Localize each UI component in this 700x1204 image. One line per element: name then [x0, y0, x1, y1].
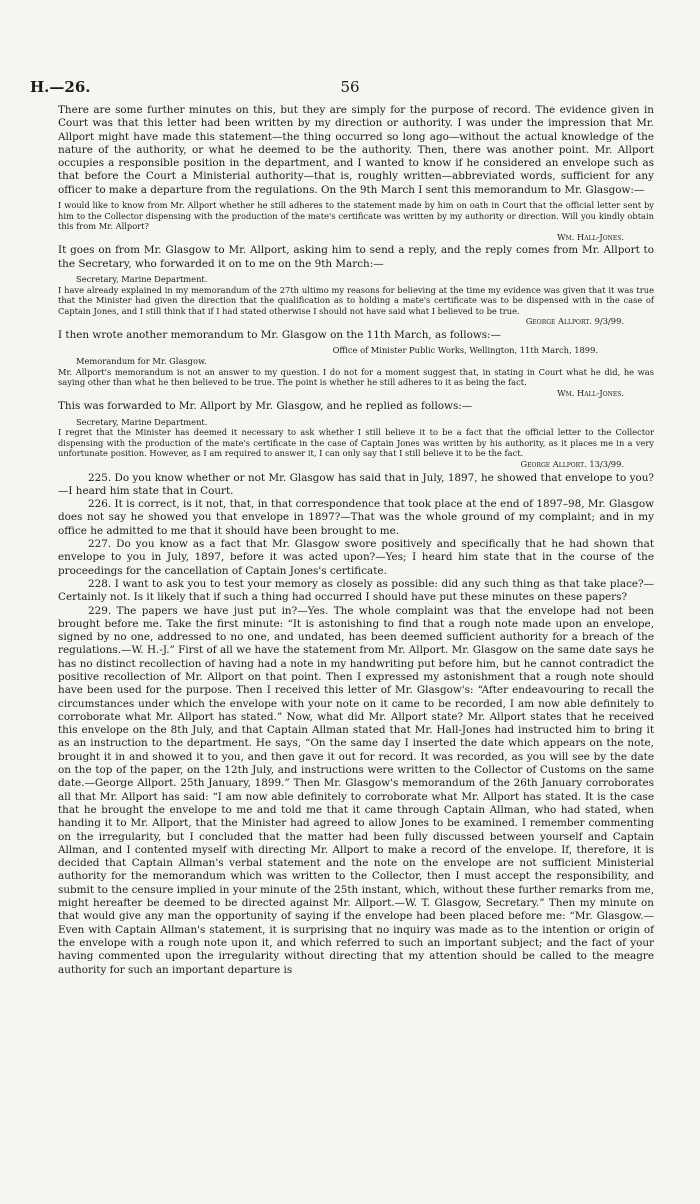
- memo-3-text: Mr. Allport's memorandum is not an answer to my question. I do not for a moment suggest that, in stating in Court what he did, he was saying other than what he then believed to be true. The point is whether he still adheres to it as being the fact.: [58, 366, 654, 388]
- page-body: [58, 104, 654, 977]
- question-227: 227. Do you know as a fact that Mr. Glasgow swore positively and specifically that he had shown that envelope to you in July, 1897, before it was acted upon?—Yes; I heard him state that in the course of the proceedings for the cancellation of Captain Jones's certificate.: [58, 538, 654, 577]
- paragraph-4: This was forwarded to Mr. Allport by Mr. Glasgow, and he replied as follows:—: [58, 400, 473, 413]
- question-225: 225. Do you know whether or not Mr. Glasgow has said that in July, 1897, he showed that envelope to you?—I heard him state that in Court.: [58, 471, 654, 497]
- memo-3-signature: Wm. Hall-Jones.: [557, 387, 624, 398]
- question-228: 228. I want to ask you to test your memory as closely as possible: did any such thing as that take place?—Certainly not. Is it likely that if such a thing had occurred I should have put these minutes on these papers?: [58, 577, 654, 604]
- page-number: 56: [340, 78, 360, 96]
- memo-4-signature: George Allport. 13/3/99.: [520, 458, 624, 469]
- memo-3-heading: Memorandum for Mr. Glasgow.: [76, 355, 207, 366]
- memo-1-signature: Wm. Hall-Jones.: [557, 231, 624, 242]
- question-226: 226. It is correct, is it not, that, in that correspondence that took place at the end of 1897–98, Mr. Glasgow does not say he showed you that envelope in 1897?—That was the whole ground of my complaint; and in my office he admitted to me that it should have been brought to me.: [58, 498, 654, 537]
- question-229: 229. The papers we have just put in?—Yes. The whole complaint was that the envelope had not been brought before me. Take the first minute: “It is astonishing to find that a rough note made upon an envelope, signed by no one, addressed to no one, and undated, has been deemed sufficient authority for a breach of the regulations.—W. H.-J.” First of all we have the statement from Mr. Allport. Mr. Glasgow on the same date says he has no distinct recollection of having had a note in my handwriting put before him, but he cannot contradict the positive recollection of Mr. Allport on that point. Then I expressed my astonishment that a rough note should have been used for the purpose. Then I received this letter of Mr. Glasgow's: “After endeavouring to recall the circumstances under which the envelope with your note on it came to be recorded, I am now able definitely to corroborate what Mr. Allport has stated.” Now, what did Mr. Allport state? Mr. Allport states that he received this envelope on the 8th July, and that Captain Allman stated that Mr. Hall-Jones had instructed him to bring it as an instruction to the department. He says, “On the same day I inserted the date which appears on the note, brought it in and showed it to you, and then gave it out for record. It was recorded, as you will see by the date on the top of the paper, on the 12th July, and instructions were written to the Collector of Customs on the same date.—George Allport. 25th January, 1899.” Then Mr. Glasgow's memorandum of the 26th January corroborates all that Mr. Allport has said: “I am now able definitely to corroborate what Mr. Allport has stated. It is the case that he brought the envelope to me and told me that it came through Captain Allman, who had stated, when handing it to Mr. Allport, that the Minister had agreed to allow Jones to be examined. I remember commenting on the irregularity, but I concluded that the matter had been fully discussed between yourself and Captain Allman, and I contented myself with directing Mr. Allport to make a record of the envelope. If, therefore, it is decided that Captain Allman's verbal statement and the note on the envelope are not sufficient Ministerial authority for the memorandum which was written to the Collector, then I must accept the responsibility, and submit to the censure implied in your minute of the 25th instant, which, without these further remarks from me, might hereafter be deemed to be directed against Mr. Allport.—W. T. Glasgow, Secretary.” Then my minute on that would give any man the opportunity of saying if the envelope had been placed before me: “Mr. Glasgow.—Even with Captain Allman's statement, it is surprising that no inquiry was made as to the intention or origin of the envelope with a rough note upon it, and which referred to such an important subject; and the fact of your having commented upon the irregularity without directing that my attention should be called to the meagre authority for such an important departure is: [58, 604, 654, 976]
- memo-2-heading: Secretary, Marine Department.: [76, 274, 208, 285]
- document-reference: H.—26.: [30, 78, 91, 96]
- page-header: [30, 78, 670, 100]
- paragraph-2: It goes on from Mr. Glasgow to Mr. Allport, asking him to send a reply, and the reply comes from Mr. Allport to the Secretary, who forwarded it on to me on the 9th March:—: [58, 244, 654, 270]
- memo-hall-jones-9-march: [58, 200, 654, 242]
- memo-allport-13-3-99: [58, 417, 654, 470]
- memo-4-text: I regret that the Minister has deemed it necessary to ask whether I still believe it to be a fact that the official letter to the Collector dispensing with the production of the mate's certificate in the case of Captain Jones was written by his authority, as it places me in a very unfortunate position. However, as I am required to answer it, I can only say that I still believe it to be the fact.: [58, 427, 654, 459]
- paragraph-3: I then wrote another memorandum to Mr. Glasgow on the 11th March, as follows:—: [58, 329, 501, 342]
- memo-1-text: I would like to know from Mr. Allport whether he still adheres to the statement made by him on oath in Court that the official letter sent by him to the Collector dispensing with the production of the mate's certificate was written by my authority or direction. Will you kindly obtain this from Mr. Allport?: [58, 200, 654, 232]
- memo-2-text: I have already explained in my memorandum of the 27th ultimo my reasons for believing at the time my evidence was given that it was true that the Minister had given the direction that the qualification as to holding a mate's certificate was to be dispensed with in the case of Captain Jones, and I still think that if I had stated otherwise I should not have said what I believed to be true.: [58, 284, 654, 316]
- memo-3-office-line: Office of Minister Public Works, Wellington, 11th March, 1899.: [332, 345, 598, 356]
- memo-allport-9-3-99: [58, 274, 654, 327]
- memo-hall-jones-11-march: [58, 345, 654, 398]
- memo-4-heading: Secretary, Marine Department.: [76, 416, 208, 427]
- paragraph-1: There are some further minutes on this, but they are simply for the purpose of record. The evidence given in Court was that this letter had been written by my direction or authority. I was under the impression that Mr. Allport might have made this statement—the thing occurred so long ago—without the actual knowledge of the nature of the authority, or what he deemed to be the authority. Then, there was another point. Mr. Allport occupies a responsible position in the department, and I wanted to know if he considered an envelope such as that before the Court a Ministerial authority—that is, roughly written—abbreviated words, sufficient for any officer to make a departure from the regulations. On the 9th March I sent this memorandum to Mr. Glasgow:—: [58, 104, 654, 196]
- memo-2-signature: George Allport. 9/3/99.: [525, 316, 624, 327]
